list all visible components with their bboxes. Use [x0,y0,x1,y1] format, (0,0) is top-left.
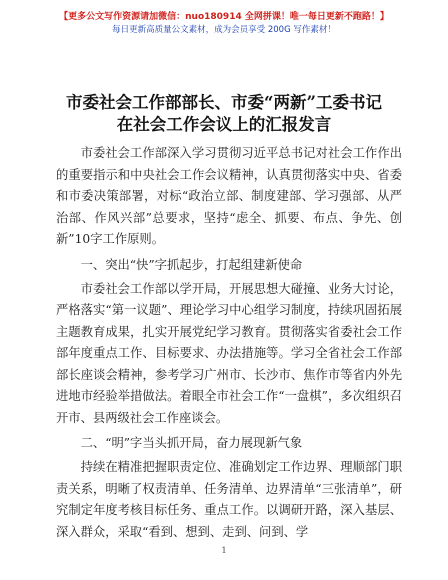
intro-paragraph: 市委社会工作部深入学习贯彻习近平总书记对社会工作作出的重要指示和中央社会工作会议精神，认真贯彻落实中央、省委和市委决策部署，对标“政治立部、制度建部、学习强部、从严治部、作风兴部”总要求，坚持“虑全、抓要、布点、争先、创新”10字工作原则。 [56,146,402,246]
page-number: 1 [221,546,227,555]
promo-banner-line-2: 每日更新高质量公文素材，成为会员享受 200G 写作素材！ [112,25,336,35]
document-title-line-2: 在社会工作会议上的汇报发言 [116,115,332,134]
section-1-paragraph: 市委社会工作部以学开局，开展思想大碰撞、业务大讨论，严格落实“第一议题”、理论学习中心组学习制度，持续巩固拓展主题教育成果，扎实开展党纪学习教育。贯彻落实省委社会工作部年度重点工作、目标要求、办法措施等。学习全省社会工作部部长座谈会精神，参考学习广州市、长沙市、焦作市等省内外先进地市经验举措做法。着眼全市社会工作“一盘棋”，多次组织召开市、县两级社会工作座谈会。 [56,281,402,425]
section-2-heading: 二、“明”字当头抓开局，奋力展现新气象 [80,436,303,450]
promo-banner-line-1: 【更多公文写作资源请加微信：nuo180914 全网拼课！唯一每日更新不跑路！】 [59,12,389,22]
document-body [56,143,402,543]
section-2-paragraph: 持续在精准把握职责定位、准确划定工作边界、理顺部门职责关系，明晰了权责清单、任务清单、边界清单“三张清单”，研究制定年度考核目标任务、重点工作。以调研开路，深入基层、深入群众，采取“看到、想到、走到、问到、学 [56,460,402,539]
document-title-line-1: 市委社会工作部部长、市委“两新”工委书记 [66,93,382,112]
section-1-heading: 一、突出“快”字抓起步，打起组建新使命 [80,257,303,272]
